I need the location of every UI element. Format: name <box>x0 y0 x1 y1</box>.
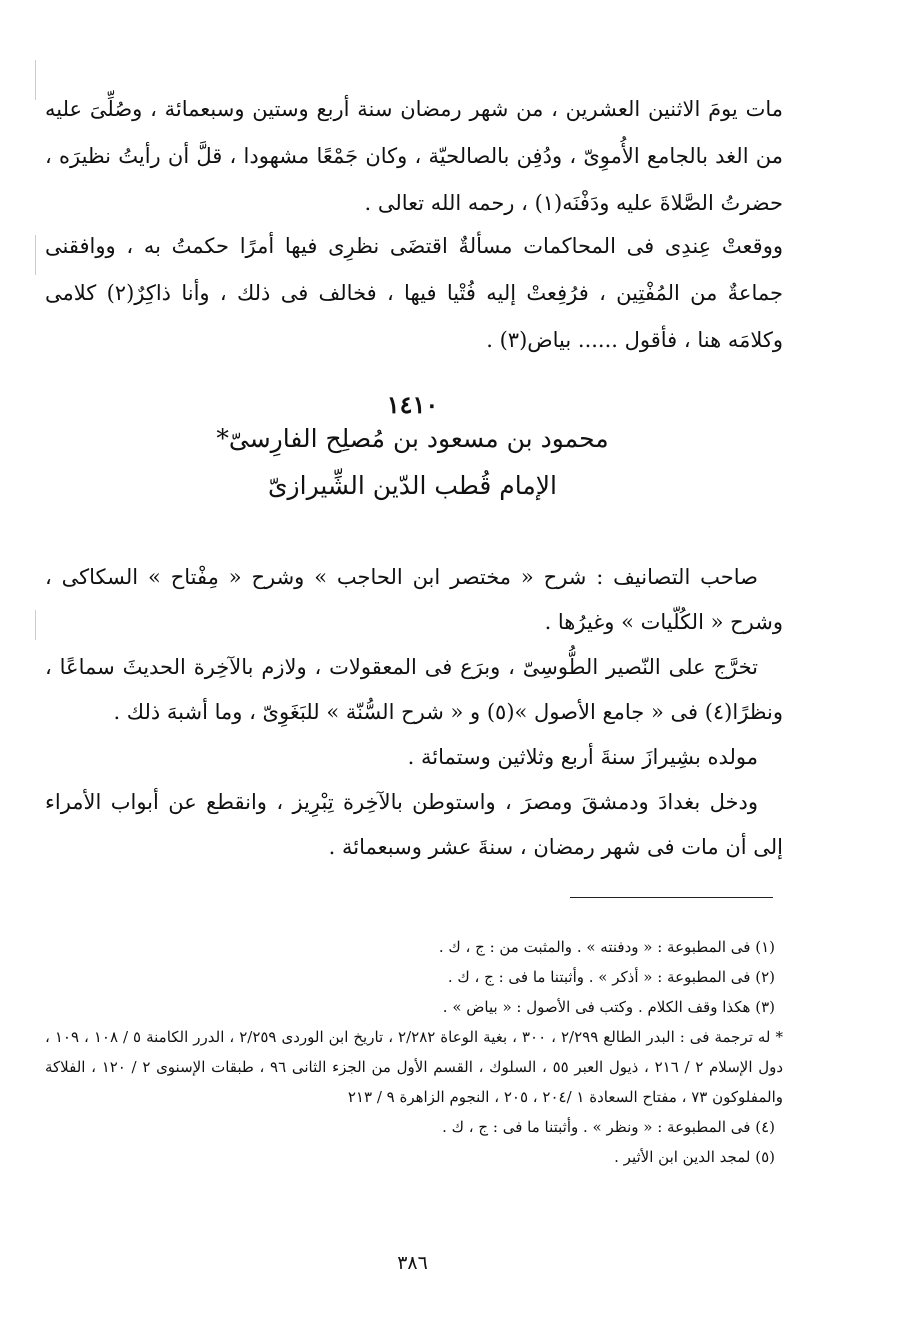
footnote-biography-sources: * له ترجمة فى : البدر الطالع ٢/٢٩٩ ، ٣٠٠ ، بغية الوعاة ٢/٢٨٢ ، تاريخ ابن الوردى ٢/٢٥٩ ، الدرر الكامنة ٥ / ١٠٨ ، ١٠٩ ، دول الإسلام ٢ / ٢١٦ ، ذيول العبر ٥٥ ، السلوك ، القسم الأول من الجزء الثانى ٩٦ ، طبقات الإسنوى ٢ / ١٢٠ ، الفلاكة والمفلوكون ٧٣ ، مفتاح السعادة ١ /٢٠٤ ، ٢٠٥ ، النجوم الزاهرة ٩ / ٢١٣ <box>45 1028 784 1106</box>
entry-body <box>45 555 783 870</box>
entry-subtitle: الإمام قُطب الدّين الشِّيرازىّ <box>267 471 557 500</box>
footnote-2: (٢) فى المطبوعة : « أذكر » . وأثبتنا ما فى : ج ، ك . <box>447 968 775 986</box>
entry-title: محمود بن مسعود بن مُصلِح الفارِسىّ* <box>216 424 609 453</box>
footnote-5: (٥) لمجد الدين ابن الأثير . <box>614 1148 775 1166</box>
left-margin-mark <box>35 60 36 100</box>
entry-number: ١٤١٠ <box>386 390 439 419</box>
body-paragraph-works: صاحب التصانيف : شرح « مختصر ابن الحاجب » وشرح « مِفْتاح » السكاكى ، وشرح « الكُلّيات » وغيرُها . <box>45 565 783 634</box>
footnote-4: (٤) فى المطبوعة : « ونظر » . وأثبتنا ما فى : ج ، ك . <box>442 1118 775 1136</box>
left-margin-mark <box>35 610 36 640</box>
paragraph-court-case: ووقعتْ عِندِى فى المحاكمات مسألةٌ اقتضَى نظرِى فيها أمرًا حكمتُ به ، ووافقنى جماعةٌ من المُفْتِين ، فرُفِعتْ إليه فُتْيا فيها ، فخالف فى ذلك ، وأنا ذاكِرٌ(٢) كلامى وكلامَه هنا ، فأقول ...... بياض(٣) . <box>45 234 783 352</box>
footnote-1: (١) فى المطبوعة : « ودفنته » . والمثبت من : ج ، ك . <box>438 938 775 956</box>
left-margin-mark <box>35 235 36 275</box>
footnote-3: (٣) هكذا وقف الكلام . وكتب فى الأصول : « بياض » . <box>442 998 775 1016</box>
footnote-divider <box>570 897 773 898</box>
body-paragraph-travels: ودخل بغدادَ ودمشقَ ومصرَ ، واستوطن بالآخِرة تِبْرِيز ، وانقطع عن أبواب الأمراء إلى أن مات فى شهر رمضان ، سنةَ عشر وسبعمائة . <box>45 790 783 859</box>
paragraph-death-notice: مات يومَ الاثنين العشرين ، من شهر رمضان سنة أربع وستين وسبعمائة ، وصُلِّىَ عليه من الغد بالجامع الأُموِىّ ، ودُفِن بالصالحيّة ، وكان جَمْعًا مشهودا ، قلَّ أن رأيتُ نظيرَه ، حضرتُ الصَّلاةَ عليه ودَفْنَه(١) ، رحمه الله تعالى . <box>45 97 783 215</box>
footnotes <box>45 932 783 1172</box>
body-paragraph-studies: تخرَّج على النّصير الطُّوسِىّ ، وبرَع فى المعقولات ، ولازم بالآخِرة الحديثَ سماعًا ، ونظرًا(٤) فى « جامع الأصول »(٥) و « شرح السُّنّة » للبَغَوِىّ ، وما أشبهَ ذلك . <box>45 655 783 724</box>
page-number: ٣٨٦ <box>397 1252 428 1274</box>
body-paragraph-birth: مولده بشِيرازَ سنةَ أربع وثلاثين وستمائة . <box>407 745 758 769</box>
